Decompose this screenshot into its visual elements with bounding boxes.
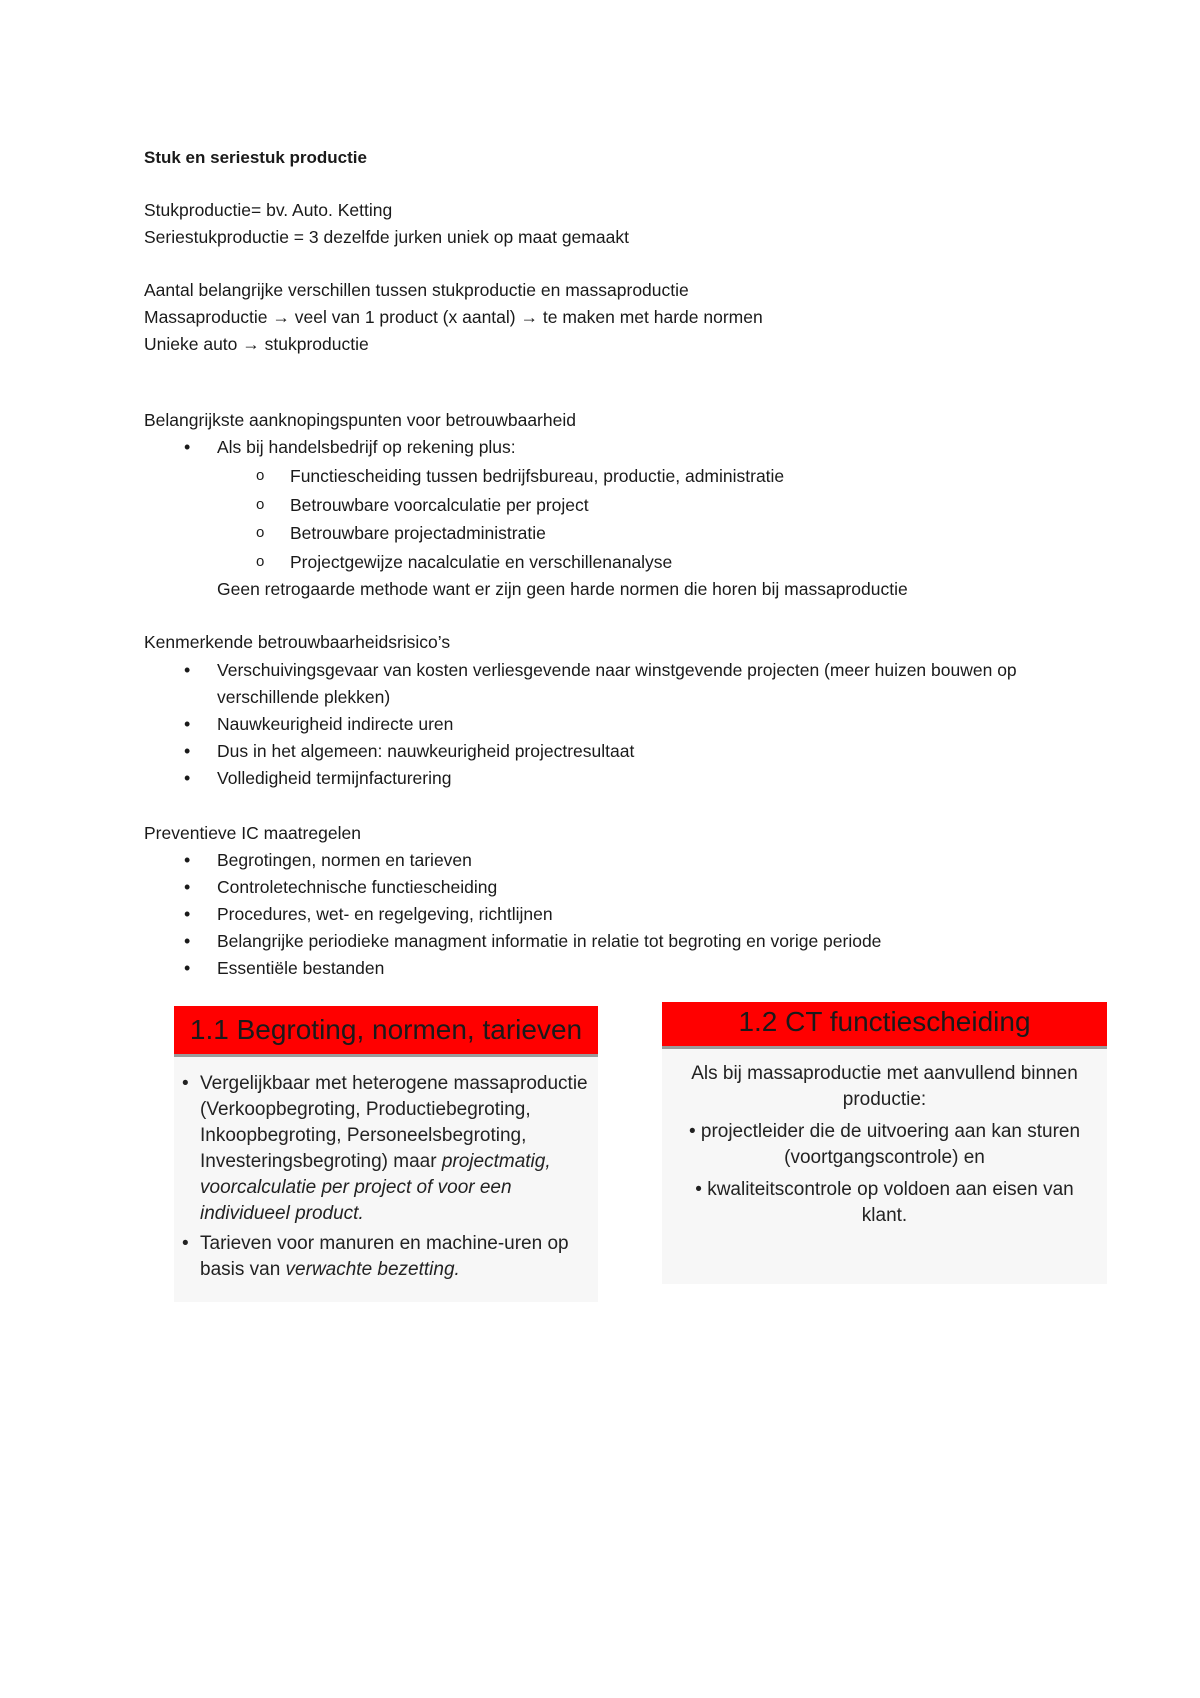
bullet-icon: • [182,1233,189,1254]
bullet-icon: • [688,1121,696,1142]
intro-line-2: Seriestukproductie = 3 dezelfde jurken uniek op maat gemaakt [144,227,629,247]
page-title: Stuk en seriestuk productie [144,148,367,167]
slide-ct-functiescheiding [662,1002,1107,1284]
differences-heading: Aantal belangrijke verschillen tussen stukproductie en massaproductie [144,280,689,300]
mass-production-line: Massaproductie → veel van 1 product (x aantal) → te maken met harde normen [144,307,763,327]
intro-line-1: Stukproductie= bv. Auto. Ketting [144,200,393,220]
measures-heading: Preventieve IC maatregelen [144,823,361,843]
sub-bullet-icon: o [256,467,265,484]
unique-car-line: Unieke auto → stukproductie [144,334,369,354]
reliability-heading: Belangrijkste aanknopingspunten voor betrouwbaarheid [144,410,576,430]
bullet-icon: • [184,437,191,457]
sub-bullet-icon: o [256,524,265,541]
slide-begroting [174,1006,598,1302]
list-item: • Tarieven voor manuren en machine-uren op basis van verwachte bezetting. [182,1233,569,1280]
list-item: • Verschuivingsgevaar van kosten verliesgevende naar winstgevende projecten (meer huizen bouwen op verschillende plekken) [144,657,1097,711]
slide-intro: Als bij massaproductie met aanvullend binnen productie: [691,1063,1078,1110]
list-item: • Procedures, wet- en regelgeving, richtlijnen [144,901,881,928]
sub-bullet-icon: o [256,552,265,570]
bullet-icon: • [184,931,191,951]
bullet-icon: • [184,768,191,788]
bullet-icon: • [184,714,191,734]
risks-heading: Kenmerkende betrouwbaarheidsrisico’s [144,632,451,652]
list-item: • Controletechnische functiescheiding [144,874,881,901]
bullet-icon: • [184,904,191,924]
bullet-icon: • [184,877,191,897]
bullet-icon: • [184,850,191,870]
reliability-sub-list [144,462,784,576]
slide-body [174,1057,598,1283]
list-item: o Betrouwbare voorcalculatie per project [144,491,784,520]
list-item: • Nauwkeurigheid indirecte uren [144,711,1097,738]
list-item: • Volledigheid termijnfacturering [144,765,1097,792]
list-item: • Als bij handelsbedrijf op rekening plus: [144,434,516,461]
list-item: • Essentiële bestanden [144,955,881,982]
slide-title: 1.1 Begroting, normen, tarieven [174,1006,598,1057]
list-item: o Projectgewijze nacalculatie en verschillenanalyse [144,548,784,577]
risks-list [144,657,1097,792]
reliability-note: Geen retrogaarde methode want er zijn geen harde normen die horen bij massaproductie [217,579,908,599]
bullet-icon: • [184,741,191,761]
bullet-icon: • [695,1179,702,1200]
list-item: • Vergelijkbaar met heterogene massaproductie (Verkoopbegroting, Productiebegroting, Inkoopbegroting, Personeelsbegroting, Investeringsbegroting) maar projectmatig, voorcalculatie per project of voor een individueel product. [182,1073,588,1224]
list-item: o Betrouwbare projectadministratie [144,519,784,548]
measures-list [144,847,881,982]
list-item: • kwaliteitscontrole op voldoen aan eisen van klant. [695,1179,1074,1226]
slide-body [662,1049,1107,1229]
reliability-list [144,434,516,461]
bullet-icon: • [184,958,191,978]
arrow-right-icon: → [520,307,538,327]
sub-bullet-icon: o [256,495,265,513]
bullet-icon: • [184,660,191,680]
list-item: o Functiescheiding tussen bedrijfsbureau, productie, administratie [144,462,784,491]
bullet-icon: • [182,1073,189,1094]
arrow-right-icon: → [242,334,260,354]
arrow-right-icon: → [272,307,290,327]
list-item: • projectleider die de uitvoering aan kan sturen (voortgangscontrole) en [688,1121,1081,1168]
list-item: • Dus in het algemeen: nauwkeurigheid projectresultaat [144,738,1097,765]
slide-title: 1.2 CT functiescheiding [662,1002,1107,1049]
list-item: • Begrotingen, normen en tarieven [144,847,881,874]
list-item: • Belangrijke periodieke managment informatie in relatie tot begroting en vorige periode [144,928,881,955]
